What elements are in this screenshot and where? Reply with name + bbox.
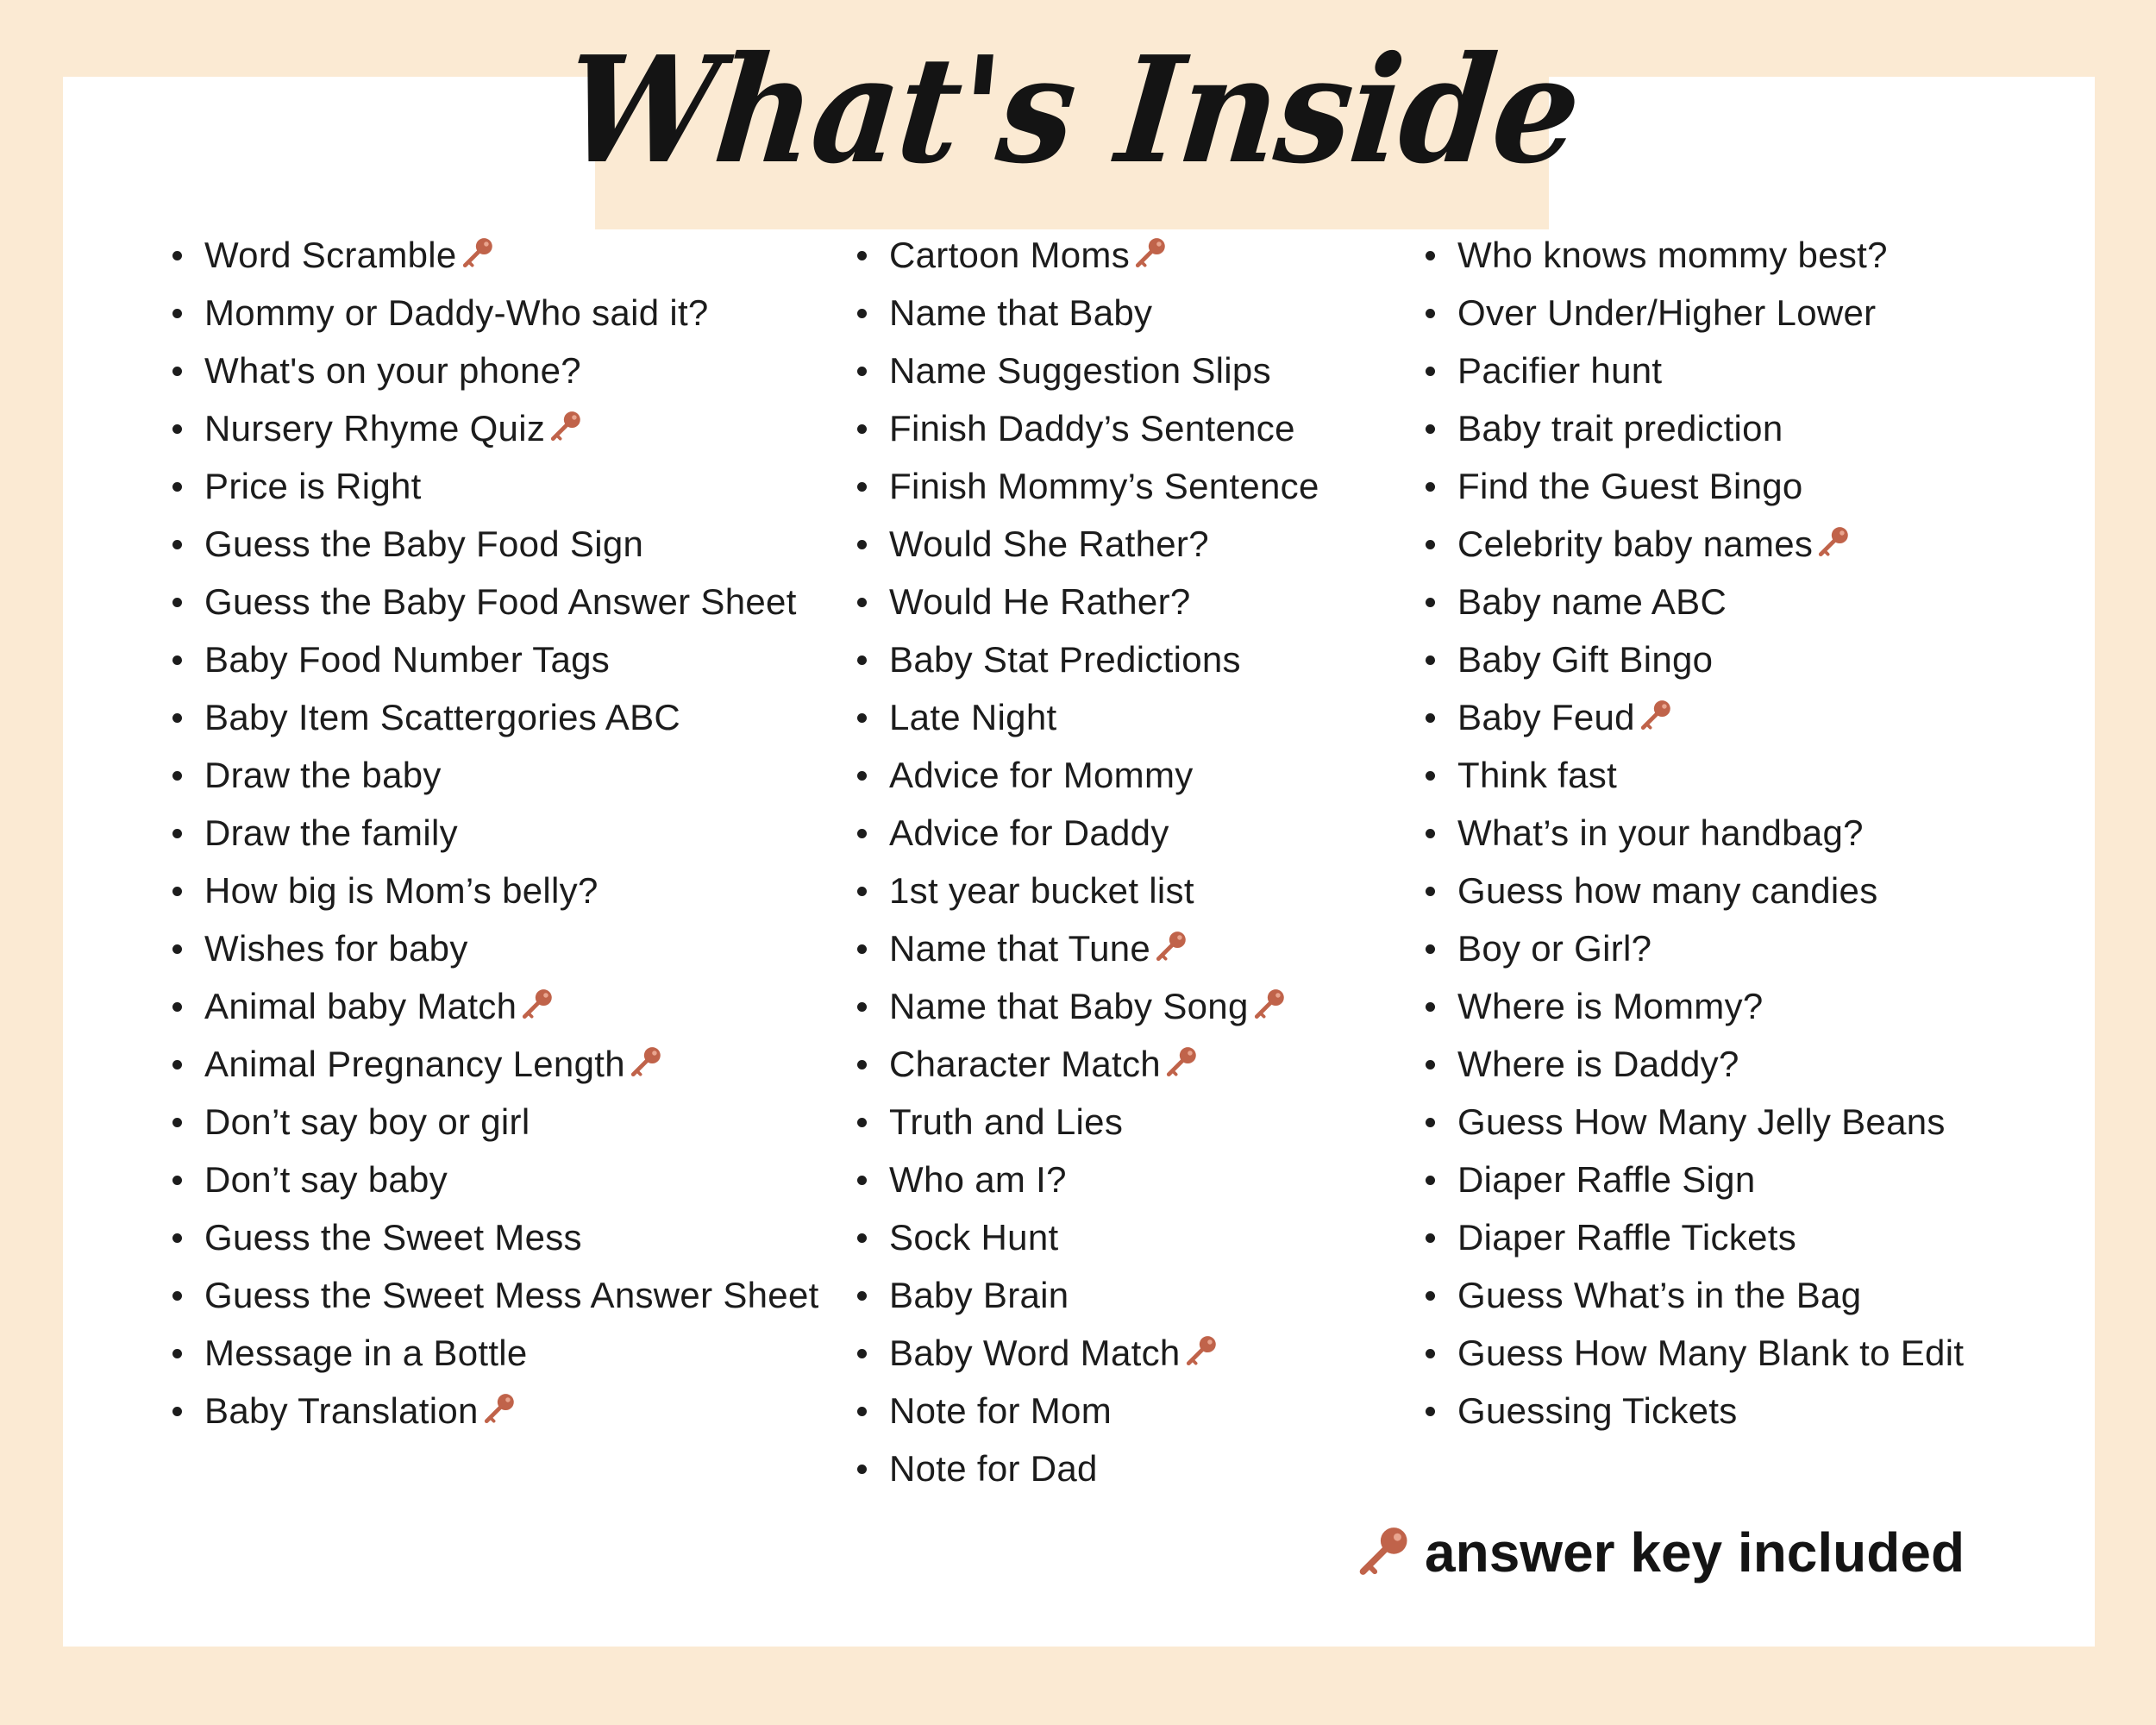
bullet-icon xyxy=(1426,367,1435,376)
list-item xyxy=(857,862,1319,919)
bullet-icon xyxy=(1426,598,1435,607)
list-item-label: Name that Tune xyxy=(889,928,1151,969)
list-item xyxy=(172,862,819,919)
list-item-label: Guess the Sweet Mess xyxy=(204,1217,582,1258)
answer-key-legend xyxy=(1356,1518,1965,1587)
list-item xyxy=(857,688,1319,746)
list-item xyxy=(1426,1093,1964,1151)
list-item-label: Word Scramble xyxy=(204,235,457,275)
bullet-icon xyxy=(857,482,867,492)
bullet-icon xyxy=(857,1118,867,1127)
bullet-icon xyxy=(1426,251,1435,260)
list-item xyxy=(1426,1266,1964,1324)
list-item xyxy=(857,1266,1319,1324)
list-item-label: How big is Mom’s belly? xyxy=(204,870,599,911)
bullet-icon xyxy=(172,1176,182,1185)
list-item xyxy=(172,573,819,630)
bullet-icon xyxy=(172,309,182,318)
bullet-icon xyxy=(857,829,867,838)
list-item xyxy=(857,573,1319,630)
bullet-icon xyxy=(857,771,867,781)
list-item-label: Baby trait prediction xyxy=(1457,408,1783,448)
bullet-icon xyxy=(857,944,867,954)
list-item xyxy=(857,399,1319,457)
bullet-icon xyxy=(857,598,867,607)
list-item-label: Find the Guest Bingo xyxy=(1457,466,1803,506)
bullet-icon xyxy=(1426,1233,1435,1243)
list-item xyxy=(857,1440,1319,1497)
list-item-label: 1st year bucket list xyxy=(889,870,1194,911)
key-icon xyxy=(1252,987,1288,1023)
list-item xyxy=(172,1382,819,1440)
bullet-icon xyxy=(1426,829,1435,838)
bullet-icon xyxy=(1426,1407,1435,1416)
list-item xyxy=(172,919,819,977)
list-item xyxy=(172,1093,819,1151)
list-item xyxy=(172,1035,819,1093)
list-item-label: Think fast xyxy=(1457,755,1618,795)
list-item xyxy=(1426,1151,1964,1208)
bullet-icon xyxy=(857,309,867,318)
list-item-label: Would She Rather? xyxy=(889,524,1209,564)
bullet-icon xyxy=(1426,482,1435,492)
list-item-label: Finish Mommy’s Sentence xyxy=(889,466,1319,506)
list-item-label: Over Under/Higher Lower xyxy=(1457,292,1877,333)
bullet-icon xyxy=(857,1002,867,1012)
key-icon xyxy=(1816,524,1852,561)
list-item-label: Nursery Rhyme Quiz xyxy=(204,408,546,448)
bullet-icon xyxy=(172,1118,182,1127)
list-item xyxy=(857,1208,1319,1266)
list-item-label: Baby Gift Bingo xyxy=(1457,639,1714,680)
list-item xyxy=(172,630,819,688)
list-item xyxy=(172,688,819,746)
list-item-label: Advice for Mommy xyxy=(889,755,1194,795)
bullet-icon xyxy=(1426,1176,1435,1185)
list-item xyxy=(857,284,1319,342)
key-icon xyxy=(482,1391,518,1427)
list-item xyxy=(172,804,819,862)
bullet-icon xyxy=(172,1060,182,1070)
list-item-label: Note for Dad xyxy=(889,1448,1098,1489)
list-item-label: Truth and Lies xyxy=(889,1101,1124,1142)
list-item-label: Baby name ABC xyxy=(1457,581,1727,622)
list-item xyxy=(1426,284,1964,342)
key-icon xyxy=(629,1044,665,1081)
list-item-label: Draw the baby xyxy=(204,755,442,795)
key-icon xyxy=(548,409,585,445)
page-title: What's Inside xyxy=(558,24,1586,197)
list-item xyxy=(857,1382,1319,1440)
bullet-icon xyxy=(1426,540,1435,549)
bullet-icon xyxy=(172,482,182,492)
title-banner xyxy=(558,0,1586,229)
list-item xyxy=(172,1324,819,1382)
key-icon xyxy=(461,235,497,272)
list-item xyxy=(172,226,819,284)
list-item xyxy=(172,1266,819,1324)
bullet-icon xyxy=(857,656,867,665)
bullet-icon xyxy=(172,1233,182,1243)
list-item-label: Baby Food Number Tags xyxy=(204,639,611,680)
bullet-icon xyxy=(1426,309,1435,318)
list-item xyxy=(1426,515,1964,573)
list-item xyxy=(857,630,1319,688)
list-item-label: Cartoon Moms xyxy=(889,235,1131,275)
list-item xyxy=(1426,226,1964,284)
bullet-icon xyxy=(172,540,182,549)
list-item xyxy=(172,399,819,457)
key-icon xyxy=(1639,698,1675,734)
list-item xyxy=(857,1151,1319,1208)
bullet-icon xyxy=(172,367,182,376)
list-item-label: Guess the Baby Food Sign xyxy=(204,524,644,564)
list-item xyxy=(857,919,1319,977)
list-item-label: Draw the family xyxy=(204,812,458,853)
list-item xyxy=(857,342,1319,399)
bullet-icon xyxy=(1426,1118,1435,1127)
list-item xyxy=(172,284,819,342)
list-item-label: Sock Hunt xyxy=(889,1217,1059,1258)
list-item-label: Pacifier hunt xyxy=(1457,350,1663,391)
list-item xyxy=(172,977,819,1035)
list-item-label: Would He Rather? xyxy=(889,581,1191,622)
list-item-label: Character Match xyxy=(889,1044,1161,1084)
bullet-icon xyxy=(172,656,182,665)
list-item-label: Where is Daddy? xyxy=(1457,1044,1739,1084)
bullet-icon xyxy=(172,829,182,838)
bullet-icon xyxy=(172,1291,182,1301)
list-item-label: Guess How Many Jelly Beans xyxy=(1457,1101,1946,1142)
list-item xyxy=(1426,630,1964,688)
list-item xyxy=(857,457,1319,515)
list-item-label: Name Suggestion Slips xyxy=(889,350,1271,391)
bullet-icon xyxy=(857,367,867,376)
column-2-list xyxy=(857,226,1319,1497)
list-item-label: Name that Baby xyxy=(889,292,1153,333)
key-icon xyxy=(1184,1333,1220,1370)
list-item-label: Animal Pregnancy Length xyxy=(204,1044,625,1084)
list-item-label: Finish Daddy’s Sentence xyxy=(889,408,1295,448)
bullet-icon xyxy=(172,771,182,781)
list-item xyxy=(1426,804,1964,862)
list-item xyxy=(857,804,1319,862)
list-item-label: Guessing Tickets xyxy=(1457,1390,1738,1431)
list-item-label: Baby Brain xyxy=(889,1275,1069,1315)
list-item xyxy=(1426,977,1964,1035)
list-item xyxy=(857,1093,1319,1151)
bullet-icon xyxy=(1426,424,1435,434)
bullet-icon xyxy=(172,944,182,954)
list-item-label: Guess the Baby Food Answer Sheet xyxy=(204,581,797,622)
list-item-label: Price is Right xyxy=(204,466,422,506)
bullet-icon xyxy=(857,1349,867,1358)
list-item xyxy=(172,342,819,399)
bullet-icon xyxy=(1426,1060,1435,1070)
list-item-label: Name that Baby Song xyxy=(889,986,1249,1026)
list-item-label: Celebrity baby names xyxy=(1457,524,1814,564)
list-item xyxy=(1426,746,1964,804)
list-item-label: Baby Word Match xyxy=(889,1333,1181,1373)
list-item-label: Mommy or Daddy-Who said it? xyxy=(204,292,709,333)
list-item-label: Late Night xyxy=(889,697,1057,737)
bullet-icon xyxy=(857,1407,867,1416)
list-item xyxy=(1426,1035,1964,1093)
bullet-icon xyxy=(172,1349,182,1358)
bullet-icon xyxy=(857,1465,867,1474)
list-item xyxy=(172,1151,819,1208)
key-icon xyxy=(1356,1523,1414,1582)
list-item-label: Animal baby Match xyxy=(204,986,517,1026)
key-icon xyxy=(1164,1044,1200,1081)
list-item-label: Diaper Raffle Sign xyxy=(1457,1159,1756,1200)
list-item-label: Baby Translation xyxy=(204,1390,479,1431)
bullet-icon xyxy=(857,1060,867,1070)
column-3-list xyxy=(1426,226,1964,1440)
list-item-label: Don’t say boy or girl xyxy=(204,1101,530,1142)
list-item-label: Who knows mommy best? xyxy=(1457,235,1888,275)
list-item-label: Where is Mommy? xyxy=(1457,986,1764,1026)
bullet-icon xyxy=(1426,1002,1435,1012)
list-item-label: Guess how many candies xyxy=(1457,870,1878,911)
list-item-label: Guess the Sweet Mess Answer Sheet xyxy=(204,1275,819,1315)
list-item xyxy=(857,977,1319,1035)
list-item-label: Guess What’s in the Bag xyxy=(1457,1275,1862,1315)
list-item-label: Who am I? xyxy=(889,1159,1067,1200)
bullet-icon xyxy=(857,1233,867,1243)
bullet-icon xyxy=(857,713,867,723)
list-item xyxy=(857,515,1319,573)
bullet-icon xyxy=(172,1002,182,1012)
bullet-icon xyxy=(1426,1291,1435,1301)
bullet-icon xyxy=(1426,713,1435,723)
bullet-icon xyxy=(857,887,867,896)
list-item xyxy=(1426,1324,1964,1382)
list-item-label: Diaper Raffle Tickets xyxy=(1457,1217,1797,1258)
list-item-label: Note for Mom xyxy=(889,1390,1112,1431)
bullet-icon xyxy=(1426,944,1435,954)
list-item-label: Guess How Many Blank to Edit xyxy=(1457,1333,1965,1373)
column-1-list xyxy=(172,226,819,1440)
list-item xyxy=(1426,457,1964,515)
bullet-icon xyxy=(172,1407,182,1416)
list-item xyxy=(857,746,1319,804)
list-item-label: What's on your phone? xyxy=(204,350,581,391)
bullet-icon xyxy=(172,598,182,607)
bullet-icon xyxy=(857,251,867,260)
bullet-icon xyxy=(1426,771,1435,781)
bullet-icon xyxy=(172,424,182,434)
key-icon xyxy=(1133,235,1169,272)
list-item xyxy=(857,1324,1319,1382)
key-icon xyxy=(520,987,556,1023)
list-item-label: Baby Stat Predictions xyxy=(889,639,1241,680)
bullet-icon xyxy=(857,540,867,549)
list-item-label: Boy or Girl? xyxy=(1457,928,1652,969)
bullet-icon xyxy=(172,713,182,723)
bullet-icon xyxy=(857,1291,867,1301)
legend-label: answer key included xyxy=(1425,1521,1965,1584)
list-item xyxy=(857,1035,1319,1093)
key-icon xyxy=(1154,929,1190,965)
list-item-label: Message in a Bottle xyxy=(204,1333,528,1373)
list-item xyxy=(1426,573,1964,630)
bullet-icon xyxy=(1426,656,1435,665)
list-item xyxy=(1426,862,1964,919)
list-item xyxy=(1426,399,1964,457)
list-item-label: Baby Item Scattergories ABC xyxy=(204,697,681,737)
bullet-icon xyxy=(172,887,182,896)
bullet-icon xyxy=(172,251,182,260)
bullet-icon xyxy=(1426,887,1435,896)
list-item xyxy=(1426,919,1964,977)
list-item xyxy=(172,746,819,804)
list-item xyxy=(857,226,1319,284)
list-item-label: Wishes for baby xyxy=(204,928,468,969)
list-item-label: Baby Feud xyxy=(1457,697,1635,737)
list-item xyxy=(172,515,819,573)
bullet-icon xyxy=(857,424,867,434)
list-item-label: What’s in your handbag? xyxy=(1457,812,1864,853)
list-item xyxy=(1426,688,1964,746)
bullet-icon xyxy=(1426,1349,1435,1358)
list-item xyxy=(172,1208,819,1266)
bullet-icon xyxy=(857,1176,867,1185)
list-item xyxy=(172,457,819,515)
list-item-label: Don’t say baby xyxy=(204,1159,448,1200)
list-item-label: Advice for Daddy xyxy=(889,812,1169,853)
list-item xyxy=(1426,342,1964,399)
list-item xyxy=(1426,1382,1964,1440)
list-item xyxy=(1426,1208,1964,1266)
